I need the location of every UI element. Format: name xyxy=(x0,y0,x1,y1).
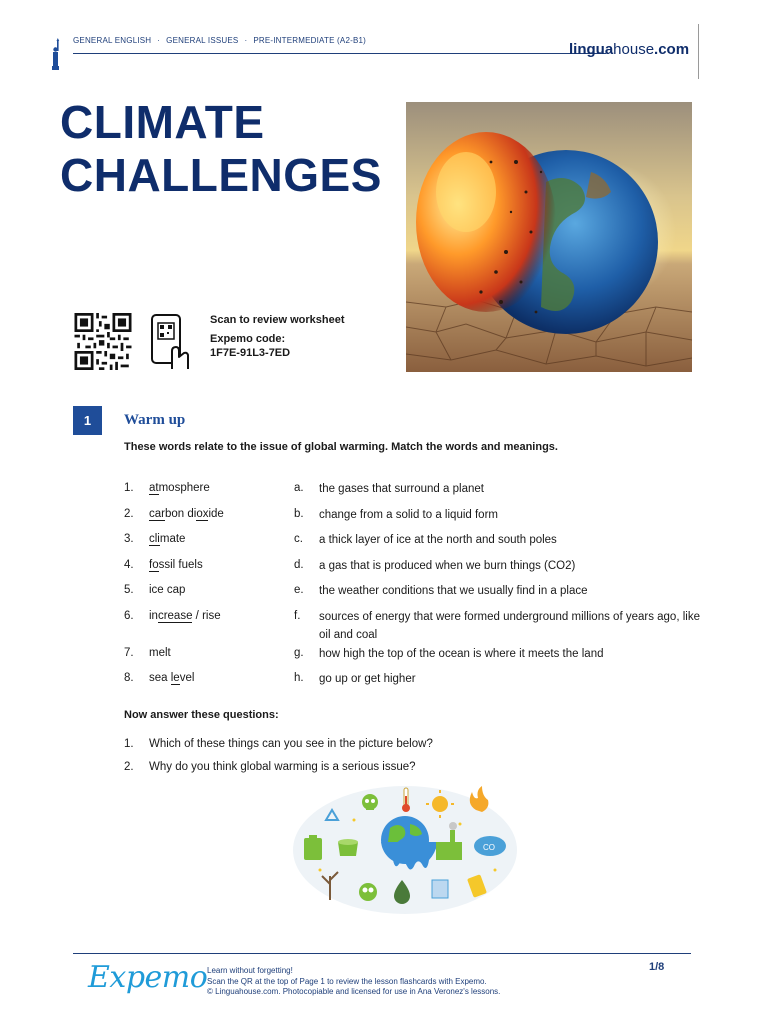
footer-rule xyxy=(73,953,691,954)
battery-icon xyxy=(304,835,322,860)
word-number: 4. xyxy=(124,558,134,571)
footer-line-2: Scan the QR at the top of Page 1 to review the lesson flashcards with Expemo. xyxy=(207,976,487,986)
scan-text: Scan to review worksheet xyxy=(210,314,345,326)
meaning-text: go up or get higher xyxy=(319,673,416,685)
match-row xyxy=(124,645,704,671)
breadcrumb-item[interactable]: PRE-INTERMEDIATE (A2-B1) xyxy=(253,36,367,45)
meaning-text: a thick layer of ice at the north and south poles xyxy=(319,534,557,546)
match-row xyxy=(124,670,704,696)
meaning-letter: g. xyxy=(294,646,304,659)
match-row xyxy=(124,608,704,645)
match-row xyxy=(124,557,704,583)
meaning-letter: h. xyxy=(294,672,304,684)
qr-code-icon[interactable] xyxy=(73,313,133,370)
climate-icons-illustration xyxy=(290,780,520,915)
breadcrumb-separator: · xyxy=(244,36,248,45)
word-number: 7. xyxy=(124,646,134,659)
skull-icon xyxy=(362,794,378,810)
meaning-letter: b. xyxy=(294,507,304,520)
word: sea level xyxy=(149,672,195,684)
question-text: Which of these things can you see in the picture below? xyxy=(149,738,433,750)
breadcrumb-item[interactable]: GENERAL ISSUES xyxy=(166,36,239,45)
page-title xyxy=(60,96,382,202)
page-number: 1/8 xyxy=(649,961,665,973)
meaning-letter: d. xyxy=(294,558,304,571)
word-number: 3. xyxy=(124,533,134,545)
header-rule xyxy=(73,53,606,54)
word: melt xyxy=(149,646,171,659)
expemo-code-label: Expemo code: xyxy=(210,333,286,345)
expemo-logo[interactable]: Expemo xyxy=(88,960,208,995)
word: increase / rise xyxy=(149,609,221,622)
footer-text xyxy=(207,966,500,998)
burning-earth-image xyxy=(406,102,692,372)
word: ice cap xyxy=(149,584,186,596)
meaning-letter: a. xyxy=(294,482,304,494)
question-number: 1. xyxy=(124,738,134,750)
page-header xyxy=(48,30,698,80)
breadcrumb-separator: · xyxy=(157,36,161,45)
word-number: 2. xyxy=(124,507,134,520)
meaning-text: sources of energy that were formed underground millions of years ago, like oil and coal xyxy=(319,610,700,641)
question-text: Why do you think global warming is a serious issue? xyxy=(149,761,416,773)
word-number: 8. xyxy=(124,672,134,684)
meaning-letter: c. xyxy=(294,533,303,545)
phone-scan-icon xyxy=(150,313,192,371)
meaning-letter: f. xyxy=(294,609,301,622)
section-instruction: These words relate to the issue of global warming. Match the words and meanings. xyxy=(124,441,558,453)
word: fossil fuels xyxy=(149,558,203,571)
svg-text:CO: CO xyxy=(483,843,495,852)
word: carbon dioxide xyxy=(149,507,224,520)
section-title: Warm up xyxy=(124,412,186,428)
breadcrumb xyxy=(73,36,366,45)
word: climate xyxy=(149,533,186,545)
meaning-text: the gases that surround a planet xyxy=(319,483,484,495)
gas-mask-icon xyxy=(359,883,377,901)
expemo-code-value: 1F7E-91L3-7ED xyxy=(210,347,291,359)
meaning-text: how high the top of the ocean is where it meets the land xyxy=(319,647,604,660)
title-line-1: CLIMATE xyxy=(60,96,265,148)
match-row xyxy=(124,506,704,532)
co2-cloud-icon xyxy=(474,836,506,856)
word-number: 1. xyxy=(124,482,134,494)
header-divider xyxy=(698,24,699,79)
match-row xyxy=(124,480,704,506)
footer-line-1: Learn without forgetting! xyxy=(207,966,293,975)
match-row xyxy=(124,582,704,608)
word: atmosphere xyxy=(149,482,210,494)
word-number: 6. xyxy=(124,609,134,622)
meaning-text: a gas that is produced when we burn things (CO2) xyxy=(319,559,576,572)
question-number: 2. xyxy=(124,761,134,773)
qr-info xyxy=(210,313,345,365)
matching-exercise xyxy=(124,480,704,696)
meaning-letter: e. xyxy=(294,584,304,596)
breadcrumb-item[interactable]: GENERAL ENGLISH xyxy=(73,36,152,45)
match-row xyxy=(124,531,704,557)
section-number-badge: 1 xyxy=(73,406,102,435)
title-line-2: CHALLENGES xyxy=(60,149,382,201)
word-number: 5. xyxy=(124,584,134,596)
questions-instruction: Now answer these questions: xyxy=(124,709,279,721)
linguahouse-logo[interactable]: linguahouse.com xyxy=(569,41,690,58)
footer-line-3: © Linguahouse.com. Photocopiable and licensed for use in Ana Veronez's lessons. xyxy=(207,987,501,996)
tree-stump-icon xyxy=(338,839,358,856)
melting-ice-icon xyxy=(432,880,448,898)
meaning-text: change from a solid to a liquid form xyxy=(319,508,498,521)
meaning-text: the weather conditions that we usually find in a place xyxy=(319,585,588,597)
statue-of-liberty-icon xyxy=(48,38,62,70)
